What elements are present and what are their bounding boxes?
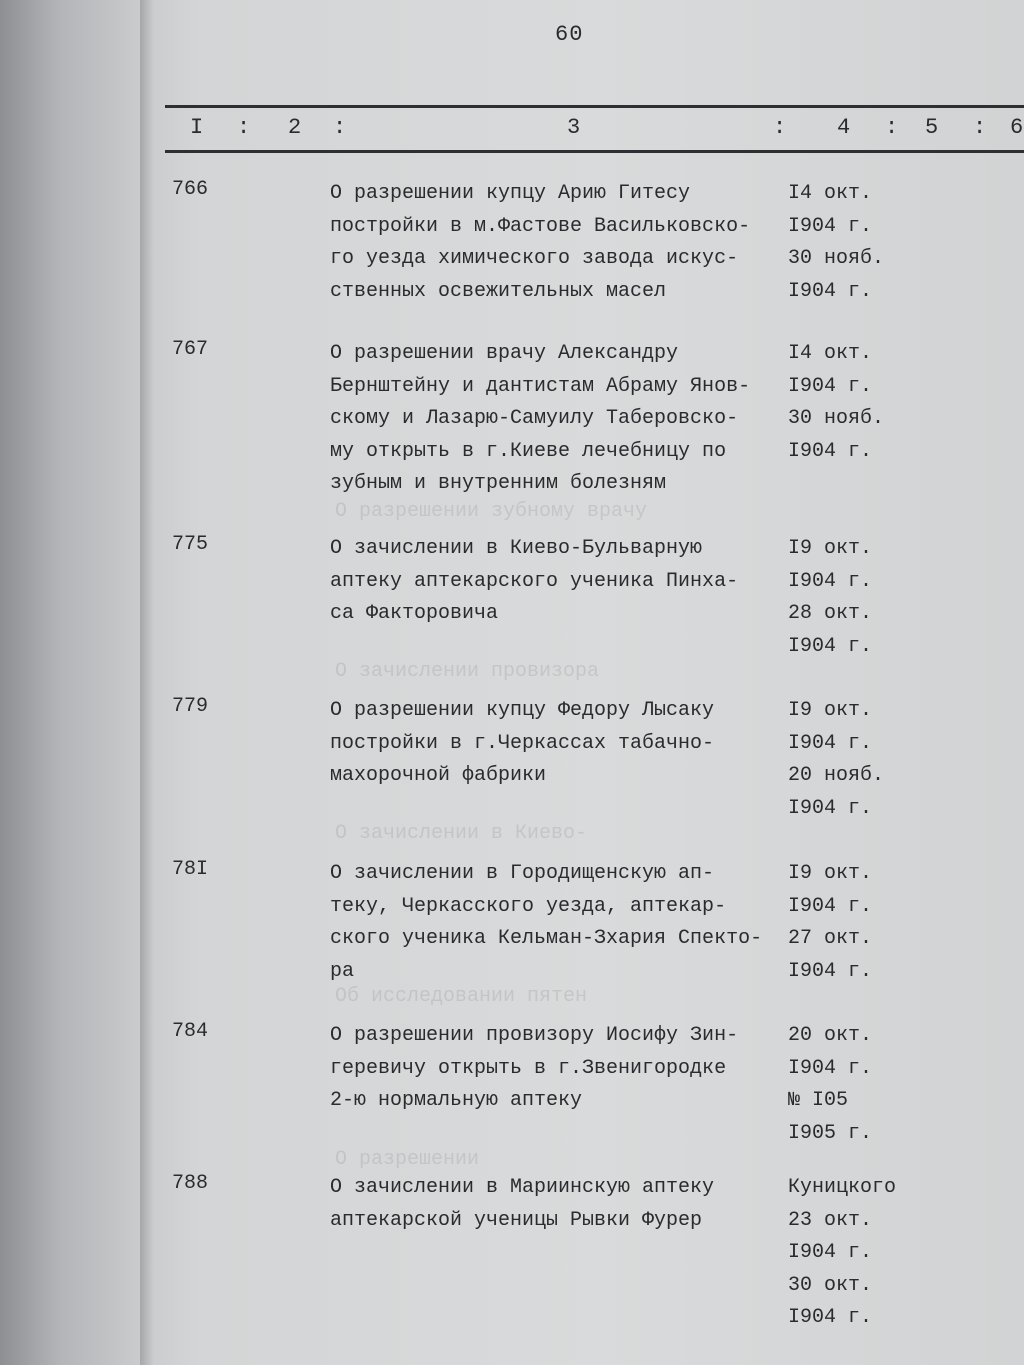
description-line: ра — [330, 959, 355, 983]
entry-dates — [788, 695, 1018, 825]
description-line: теку, Черкасского уезда, аптекар- — [330, 894, 727, 918]
column-separator: : — [333, 115, 347, 140]
header-rule-bottom — [165, 150, 1024, 153]
entry-number: 767 — [172, 338, 209, 361]
entry-dates — [788, 533, 1018, 663]
description-line: аптекарской ученицы Рывки Фурер — [330, 1208, 703, 1232]
date-line: I904 г. — [788, 959, 873, 983]
column-separator: : — [885, 115, 899, 140]
date-line: I904 г. — [788, 1056, 873, 1080]
entry-dates — [788, 338, 1018, 468]
description-line: постройки в м.Фастове Васильковско- — [330, 214, 751, 238]
date-line: I905 г. — [788, 1121, 873, 1145]
column-header-1: I — [190, 115, 204, 140]
date-line: 20 окт. — [788, 1024, 873, 1047]
date-line: I904 г. — [788, 1306, 873, 1329]
description-line: Бернштейну и дантистам Абраму Янов- — [330, 374, 751, 398]
entry-description — [330, 338, 790, 501]
date-line: 23 окт. — [788, 1208, 873, 1232]
description-line: го уезда химического завода искус- — [330, 247, 739, 270]
date-line: I4 окт. — [788, 342, 873, 365]
date-line: I904 г. — [788, 569, 873, 593]
date-line: I904 г. — [788, 1241, 873, 1264]
entry-description — [330, 858, 790, 988]
date-line: I904 г. — [788, 374, 873, 398]
date-line: I904 г. — [788, 634, 873, 658]
page-number: 60 — [555, 22, 584, 47]
entry-dates — [788, 1020, 1018, 1150]
column-header-5: 5 — [925, 115, 939, 140]
header-rule-top — [165, 105, 1024, 108]
bleed-through-text: О зачислении провизора — [335, 660, 600, 683]
column-header-row — [165, 115, 1024, 143]
description-line: 2-ю нормальную аптеку — [330, 1089, 583, 1112]
description-line: О разрешении провизору Иосифу Зин- — [330, 1024, 739, 1047]
description-line: зубным и внутренним болезням — [330, 472, 667, 495]
entry-number: 779 — [172, 695, 209, 718]
entry-dates — [788, 178, 1018, 308]
description-line: са Факторовича — [330, 602, 499, 625]
column-header-4: 4 — [837, 115, 851, 140]
column-separator: : — [773, 115, 787, 140]
date-line: № I05 — [788, 1089, 849, 1112]
description-line: О разрешении купцу Арию Гитесу — [330, 182, 691, 205]
entry-description — [330, 533, 790, 631]
column-header-6: 6 — [1010, 115, 1024, 140]
entry-number: 784 — [172, 1020, 209, 1043]
binding-shadow — [140, 0, 154, 1365]
date-line: I9 окт. — [788, 537, 873, 560]
column-separator: : — [237, 115, 251, 140]
description-line: О зачислении в Городищенскую ап- — [330, 862, 715, 885]
entry-number: 78I — [172, 858, 209, 881]
column-header-3: 3 — [567, 115, 581, 140]
date-line: Куницкого — [788, 1176, 897, 1199]
date-line: 20 нояб. — [788, 764, 885, 787]
date-line: I9 окт. — [788, 862, 873, 885]
date-line: 28 окт. — [788, 602, 873, 625]
entry-description — [330, 1172, 790, 1237]
date-line: I904 г. — [788, 796, 873, 820]
date-line: I904 г. — [788, 439, 873, 463]
description-line: аптеку аптекарского ученика Пинха- — [330, 569, 739, 593]
bleed-through-text: Об исследовании пятен — [335, 985, 588, 1008]
description-line: О зачислении в Мариинскую аптеку — [330, 1176, 715, 1199]
date-line: I4 окт. — [788, 182, 873, 205]
description-line: постройки в г.Черкассах табачно- — [330, 731, 715, 755]
entry-number: 775 — [172, 533, 209, 556]
date-line: 27 окт. — [788, 927, 873, 950]
description-line: махорочной фабрики — [330, 764, 547, 787]
entry-description — [330, 178, 790, 308]
date-line: I9 окт. — [788, 699, 873, 722]
entry-dates — [788, 858, 1018, 988]
entry-number: 766 — [172, 178, 209, 201]
bleed-through-text: О зачислении в Киево- — [335, 822, 588, 845]
date-line: 30 нояб. — [788, 407, 885, 430]
column-header-2: 2 — [288, 115, 302, 140]
bleed-through-text: О разрешении — [335, 1148, 480, 1171]
entry-dates — [788, 1172, 1018, 1335]
date-line: I904 г. — [788, 214, 873, 238]
description-line: скому и Лазарю-Самуилу Таберовско- — [330, 407, 739, 430]
entry-description — [330, 695, 790, 793]
date-line: I904 г. — [788, 894, 873, 918]
description-line: ского ученика Кельман-Зхария Спекто- — [330, 927, 763, 950]
description-line: геревичу открыть в г.Звенигородке — [330, 1056, 727, 1080]
description-line: О разрешении врачу Александру — [330, 342, 679, 365]
date-line: 30 нояб. — [788, 247, 885, 270]
column-separator: : — [973, 115, 987, 140]
date-line: I904 г. — [788, 731, 873, 755]
date-line: I904 г. — [788, 279, 873, 303]
description-line: О разрешении купцу Федору Лысаку — [330, 699, 715, 722]
bleed-through-text: О разрешении зубному врачу — [335, 500, 648, 523]
entry-description — [330, 1020, 790, 1118]
date-line: 30 окт. — [788, 1273, 873, 1297]
entry-number: 788 — [172, 1172, 209, 1195]
description-line: му открыть в г.Киеве лечебницу по — [330, 439, 727, 463]
description-line: О зачислении в Киево-Бульварную — [330, 537, 703, 560]
description-line: ственных освежительных масел — [330, 279, 667, 303]
